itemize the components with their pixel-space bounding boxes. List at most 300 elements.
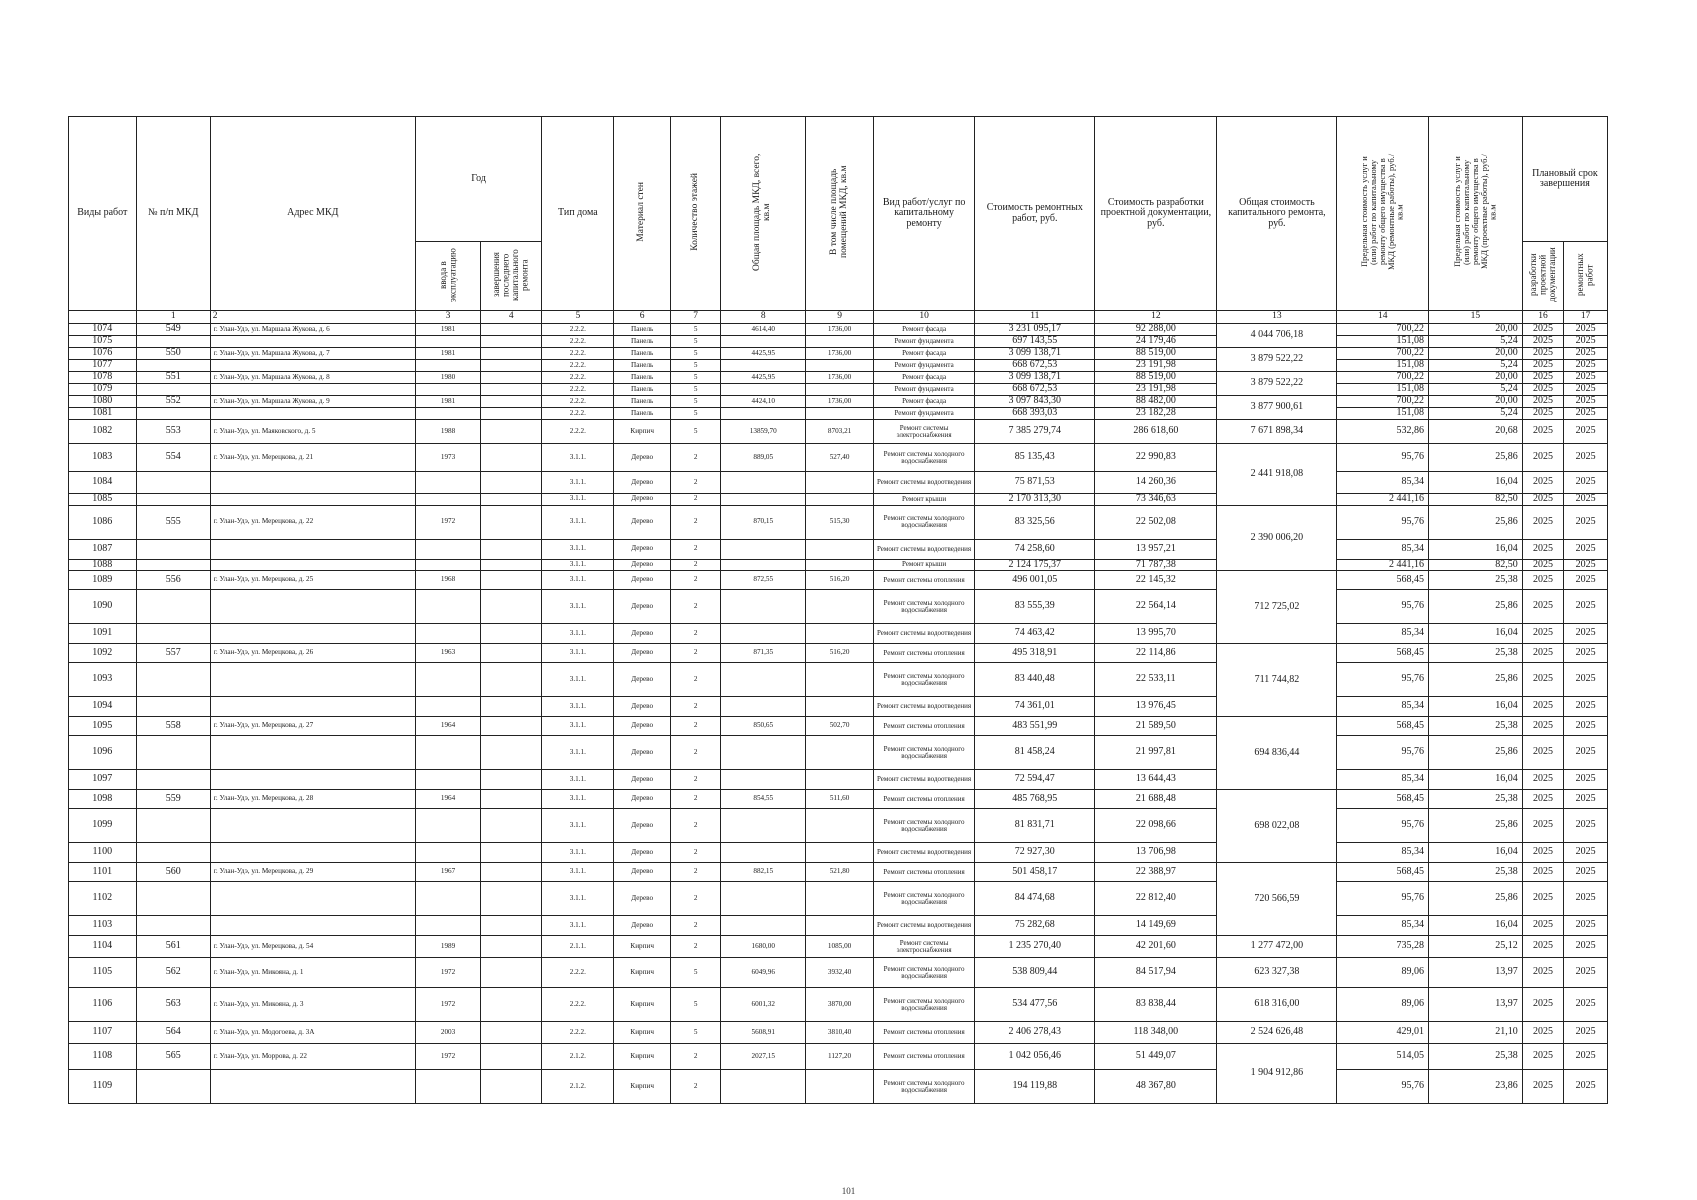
header-deadline-repair: ремонтных работ	[1575, 253, 1595, 297]
last-repair-year-cell	[481, 843, 542, 863]
header-year-last-repair: завершения последнего капитального ремонта	[491, 248, 530, 301]
repair-cost-cell: 75 282,68	[975, 916, 1095, 936]
limit-repair-cell: 95,76	[1337, 663, 1429, 697]
column-number: 2	[210, 311, 415, 324]
floors-cell: 2	[671, 936, 721, 958]
header-year: Год	[415, 117, 542, 242]
design-cost-cell: 22 533,11	[1095, 663, 1217, 697]
total-cost-cell: 1 277 472,00	[1217, 936, 1337, 958]
last-repair-year-cell	[481, 396, 542, 408]
last-repair-year-cell	[481, 559, 542, 571]
wall-material-cell: Дерево	[614, 663, 671, 697]
last-repair-year-cell	[481, 863, 542, 882]
house-type-cell: 2.2.2.	[542, 348, 614, 360]
commission-year-cell: 1972	[415, 988, 480, 1022]
limit-design-cell: 21,10	[1429, 1022, 1523, 1044]
limit-design-cell: 20,00	[1429, 372, 1523, 384]
total-area-cell	[721, 590, 806, 624]
wall-material-cell: Дерево	[614, 809, 671, 843]
repair-cost-cell: 83 440,48	[975, 663, 1095, 697]
repair-cost-cell: 84 474,68	[975, 882, 1095, 916]
service-type-cell: Ремонт системы холодного водоснабжения	[873, 505, 974, 539]
service-type-cell: Ремонт системы отопления	[873, 717, 974, 736]
service-type-cell: Ремонт фасада	[873, 372, 974, 384]
repair-cost-cell: 3 099 138,71	[975, 372, 1095, 384]
house-type-cell: 3.1.1.	[542, 790, 614, 809]
deadline-design-cell: 2025	[1522, 1022, 1563, 1044]
design-cost-cell: 13 706,98	[1095, 843, 1217, 863]
table-row	[69, 408, 1608, 420]
repair-cost-cell: 668 393,03	[975, 408, 1095, 420]
header-limit-repair: Предельная стоимость услуг и (или) работ по капитальному ремонту общего имущества в МКД (ремонтные работы), руб./кв.м	[1359, 153, 1406, 270]
service-type-cell: Ремонт крыши	[873, 559, 974, 571]
total-area-cell: 4614,40	[721, 324, 806, 336]
wall-material-cell: Дерево	[614, 736, 671, 770]
premises-area-cell	[806, 539, 874, 559]
design-cost-cell: 22 114,86	[1095, 644, 1217, 663]
design-cost-cell: 22 502,08	[1095, 505, 1217, 539]
deadline-design-cell: 2025	[1522, 790, 1563, 809]
service-type-cell: Ремонт системы холодного водоснабжения	[873, 663, 974, 697]
limit-design-cell: 13,97	[1429, 988, 1523, 1022]
design-cost-cell: 23 191,98	[1095, 360, 1217, 372]
address-cell: г. Улан-Удэ, ул. Маяковского, д. 5	[210, 420, 415, 444]
last-repair-year-cell	[481, 372, 542, 384]
address-cell	[210, 539, 415, 559]
address-cell: г. Улан-Удэ, ул. Маршала Жукова, д. 6	[210, 324, 415, 336]
total-area-cell: 850,65	[721, 717, 806, 736]
limit-design-cell: 25,38	[1429, 717, 1523, 736]
commission-year-cell: 1980	[415, 372, 480, 384]
row-number: 1088	[69, 559, 137, 571]
last-repair-year-cell	[481, 444, 542, 472]
table-row	[69, 1022, 1608, 1044]
premises-area-cell	[806, 663, 874, 697]
wall-material-cell: Дерево	[614, 717, 671, 736]
floors-cell: 2	[671, 444, 721, 472]
repair-cost-cell: 668 672,53	[975, 384, 1095, 396]
commission-year-cell: 1981	[415, 324, 480, 336]
deadline-design-cell: 2025	[1522, 988, 1563, 1022]
table-row	[69, 736, 1608, 770]
column-number: 6	[614, 311, 671, 324]
mkd-number	[136, 336, 210, 348]
commission-year-cell	[415, 736, 480, 770]
floors-cell: 2	[671, 663, 721, 697]
deadline-repair-cell: 2025	[1564, 936, 1608, 958]
last-repair-year-cell	[481, 916, 542, 936]
page-number: 101	[841, 1186, 856, 1196]
repair-cost-cell: 2 406 278,43	[975, 1022, 1095, 1044]
mkd-number	[136, 882, 210, 916]
total-area-cell: 870,15	[721, 505, 806, 539]
limit-repair-cell: 2 441,16	[1337, 494, 1429, 506]
house-type-cell: 2.2.2.	[542, 408, 614, 420]
column-number: 3	[415, 311, 480, 324]
wall-material-cell: Панель	[614, 384, 671, 396]
row-number: 1100	[69, 843, 137, 863]
last-repair-year-cell	[481, 324, 542, 336]
premises-area-cell	[806, 624, 874, 644]
total-area-cell	[721, 494, 806, 506]
floors-cell: 2	[671, 736, 721, 770]
header-floors: Количество этажей	[689, 172, 700, 251]
column-number: 15	[1429, 311, 1523, 324]
column-number: 4	[481, 311, 542, 324]
service-type-cell: Ремонт системы холодного водоснабжения	[873, 1070, 974, 1104]
commission-year-cell	[415, 624, 480, 644]
floors-cell: 5	[671, 396, 721, 408]
repair-cost-cell: 483 551,99	[975, 717, 1095, 736]
deadline-repair-cell: 2025	[1564, 1070, 1608, 1104]
total-cost-cell: 3 879 522,22	[1217, 348, 1337, 372]
service-type-cell: Ремонт системы водоотведения	[873, 843, 974, 863]
house-type-cell: 2.2.2.	[542, 372, 614, 384]
total-area-cell: 4424,10	[721, 396, 806, 408]
commission-year-cell: 1972	[415, 505, 480, 539]
house-type-cell: 2.1.2.	[542, 1044, 614, 1070]
row-number: 1105	[69, 958, 137, 988]
repair-cost-cell: 72 594,47	[975, 770, 1095, 790]
commission-year-cell: 1963	[415, 644, 480, 663]
wall-material-cell: Панель	[614, 396, 671, 408]
header-house-type: Тип дома	[542, 117, 614, 311]
deadline-design-cell: 2025	[1522, 559, 1563, 571]
house-type-cell: 3.1.1.	[542, 494, 614, 506]
limit-repair-cell: 85,34	[1337, 539, 1429, 559]
design-cost-cell: 88 482,00	[1095, 396, 1217, 408]
limit-design-cell: 20,00	[1429, 348, 1523, 360]
mkd-number	[136, 843, 210, 863]
row-number: 1101	[69, 863, 137, 882]
house-type-cell: 2.2.2.	[542, 384, 614, 396]
deadline-design-cell: 2025	[1522, 958, 1563, 988]
wall-material-cell: Панель	[614, 408, 671, 420]
address-cell	[210, 559, 415, 571]
floors-cell: 2	[671, 644, 721, 663]
commission-year-cell: 1972	[415, 1044, 480, 1070]
mkd-number: 553	[136, 420, 210, 444]
design-cost-cell: 13 644,43	[1095, 770, 1217, 790]
table-row	[69, 916, 1608, 936]
design-cost-cell: 24 179,46	[1095, 336, 1217, 348]
mkd-number	[136, 408, 210, 420]
row-number: 1093	[69, 663, 137, 697]
wall-material-cell: Дерево	[614, 790, 671, 809]
limit-repair-cell: 700,22	[1337, 396, 1429, 408]
header-premises-area: В том числе площадь помещений МКД, кв.м	[828, 165, 849, 259]
service-type-cell: Ремонт системы водоотведения	[873, 916, 974, 936]
deadline-design-cell: 2025	[1522, 408, 1563, 420]
row-number: 1080	[69, 396, 137, 408]
wall-material-cell: Дерево	[614, 571, 671, 590]
last-repair-year-cell	[481, 770, 542, 790]
table-row	[69, 372, 1608, 384]
deadline-repair-cell: 2025	[1564, 843, 1608, 863]
table-row	[69, 882, 1608, 916]
design-cost-cell: 286 618,60	[1095, 420, 1217, 444]
floors-cell: 5	[671, 420, 721, 444]
premises-area-cell	[806, 770, 874, 790]
limit-design-cell: 16,04	[1429, 916, 1523, 936]
repair-cost-cell: 668 672,53	[975, 360, 1095, 372]
limit-repair-cell: 151,08	[1337, 384, 1429, 396]
total-cost-cell: 698 022,08	[1217, 790, 1337, 863]
column-number: 13	[1217, 311, 1337, 324]
wall-material-cell: Дерево	[614, 863, 671, 882]
house-type-cell: 3.1.1.	[542, 663, 614, 697]
service-type-cell: Ремонт системы отопления	[873, 1022, 974, 1044]
commission-year-cell	[415, 472, 480, 494]
design-cost-cell: 51 449,07	[1095, 1044, 1217, 1070]
deadline-repair-cell: 2025	[1564, 408, 1608, 420]
floors-cell: 2	[671, 717, 721, 736]
deadline-design-cell: 2025	[1522, 472, 1563, 494]
table-row	[69, 494, 1608, 506]
commission-year-cell	[415, 770, 480, 790]
row-number: 1095	[69, 717, 137, 736]
deadline-repair-cell: 2025	[1564, 882, 1608, 916]
deadline-design-cell: 2025	[1522, 372, 1563, 384]
premises-area-cell: 515,30	[806, 505, 874, 539]
service-type-cell: Ремонт системы отопления	[873, 644, 974, 663]
limit-repair-cell: 568,45	[1337, 571, 1429, 590]
premises-area-cell	[806, 809, 874, 843]
wall-material-cell: Дерево	[614, 624, 671, 644]
column-number: 5	[542, 311, 614, 324]
last-repair-year-cell	[481, 360, 542, 372]
last-repair-year-cell	[481, 384, 542, 396]
header-design-cost: Стоимость разработки проектной документации, руб.	[1095, 117, 1217, 311]
row-number: 1098	[69, 790, 137, 809]
column-number: 1	[136, 311, 210, 324]
house-type-cell: 3.1.1.	[542, 736, 614, 770]
deadline-repair-cell: 2025	[1564, 624, 1608, 644]
table-row	[69, 505, 1608, 539]
total-area-cell: 889,05	[721, 444, 806, 472]
repair-cost-cell: 74 361,01	[975, 697, 1095, 717]
repair-cost-cell: 72 927,30	[975, 843, 1095, 863]
house-type-cell: 2.1.2.	[542, 1070, 614, 1104]
last-repair-year-cell	[481, 809, 542, 843]
wall-material-cell: Дерево	[614, 505, 671, 539]
repair-cost-cell: 496 001,05	[975, 571, 1095, 590]
deadline-design-cell: 2025	[1522, 384, 1563, 396]
deadline-repair-cell: 2025	[1564, 360, 1608, 372]
house-type-cell: 3.1.1.	[542, 444, 614, 472]
row-number: 1078	[69, 372, 137, 384]
row-number: 1109	[69, 1070, 137, 1104]
limit-repair-cell: 700,22	[1337, 324, 1429, 336]
floors-cell: 2	[671, 624, 721, 644]
service-type-cell: Ремонт системы отопления	[873, 790, 974, 809]
total-cost-cell: 1 904 912,86	[1217, 1044, 1337, 1104]
premises-area-cell	[806, 843, 874, 863]
last-repair-year-cell	[481, 571, 542, 590]
table-row	[69, 809, 1608, 843]
wall-material-cell: Дерево	[614, 590, 671, 624]
wall-material-cell: Кирпич	[614, 1044, 671, 1070]
table-row	[69, 697, 1608, 717]
premises-area-cell: 1736,00	[806, 324, 874, 336]
floors-cell: 2	[671, 697, 721, 717]
row-number: 1081	[69, 408, 137, 420]
deadline-repair-cell: 2025	[1564, 384, 1608, 396]
limit-repair-cell: 429,01	[1337, 1022, 1429, 1044]
design-cost-cell: 13 976,45	[1095, 697, 1217, 717]
header-year-commission: ввода в эксплуатацию	[437, 247, 458, 302]
column-number: 11	[975, 311, 1095, 324]
table-row	[69, 420, 1608, 444]
row-number: 1087	[69, 539, 137, 559]
deadline-design-cell: 2025	[1522, 736, 1563, 770]
table-row	[69, 324, 1608, 336]
address-cell: г. Улан-Удэ, ул. Моррова, д. 22	[210, 1044, 415, 1070]
repair-cost-cell: 194 119,88	[975, 1070, 1095, 1104]
address-cell	[210, 1070, 415, 1104]
floors-cell: 5	[671, 360, 721, 372]
premises-area-cell	[806, 916, 874, 936]
total-area-cell	[721, 916, 806, 936]
commission-year-cell	[415, 843, 480, 863]
wall-material-cell: Кирпич	[614, 1022, 671, 1044]
limit-repair-cell: 85,34	[1337, 624, 1429, 644]
design-cost-cell: 23 191,98	[1095, 384, 1217, 396]
column-number-row	[69, 311, 1608, 324]
table-row	[69, 590, 1608, 624]
last-repair-year-cell	[481, 539, 542, 559]
service-type-cell: Ремонт фундамента	[873, 384, 974, 396]
column-number: 9	[806, 311, 874, 324]
service-type-cell: Ремонт системы холодного водоснабжения	[873, 882, 974, 916]
row-number: 1094	[69, 697, 137, 717]
repair-cost-cell: 697 143,55	[975, 336, 1095, 348]
house-type-cell: 2.2.2.	[542, 988, 614, 1022]
repair-cost-cell: 7 385 279,74	[975, 420, 1095, 444]
total-area-cell	[721, 384, 806, 396]
address-cell	[210, 809, 415, 843]
mkd-number	[136, 770, 210, 790]
address-cell	[210, 697, 415, 717]
repair-cost-cell: 1 235 270,40	[975, 936, 1095, 958]
commission-year-cell	[415, 336, 480, 348]
premises-area-cell: 1736,00	[806, 396, 874, 408]
header-row	[69, 117, 1608, 242]
limit-repair-cell: 532,86	[1337, 420, 1429, 444]
house-type-cell: 2.2.2.	[542, 396, 614, 408]
table-row	[69, 384, 1608, 396]
service-type-cell: Ремонт системы холодного водоснабжения	[873, 988, 974, 1022]
deadline-repair-cell: 2025	[1564, 348, 1608, 360]
last-repair-year-cell	[481, 348, 542, 360]
service-type-cell: Ремонт системы водоотведения	[873, 624, 974, 644]
premises-area-cell	[806, 494, 874, 506]
premises-area-cell: 502,70	[806, 717, 874, 736]
deadline-repair-cell: 2025	[1564, 324, 1608, 336]
design-cost-cell: 21 997,81	[1095, 736, 1217, 770]
deadline-repair-cell: 2025	[1564, 790, 1608, 809]
repair-cost-cell: 3 099 138,71	[975, 348, 1095, 360]
limit-design-cell: 25,86	[1429, 882, 1523, 916]
repair-cost-cell: 2 170 313,30	[975, 494, 1095, 506]
limit-repair-cell: 568,45	[1337, 790, 1429, 809]
floors-cell: 2	[671, 539, 721, 559]
deadline-design-cell: 2025	[1522, 770, 1563, 790]
limit-repair-cell: 151,08	[1337, 360, 1429, 372]
total-cost-cell: 618 316,00	[1217, 988, 1337, 1022]
limit-repair-cell: 89,06	[1337, 988, 1429, 1022]
last-repair-year-cell	[481, 494, 542, 506]
table-row	[69, 360, 1608, 372]
repair-cost-cell: 485 768,95	[975, 790, 1095, 809]
house-type-cell: 2.1.1.	[542, 936, 614, 958]
repair-cost-cell: 538 809,44	[975, 958, 1095, 988]
last-repair-year-cell	[481, 1022, 542, 1044]
total-area-cell: 871,35	[721, 644, 806, 663]
repair-cost-cell: 75 871,53	[975, 472, 1095, 494]
service-type-cell: Ремонт крыши	[873, 494, 974, 506]
total-cost-cell: 711 744,82	[1217, 644, 1337, 717]
total-area-cell	[721, 736, 806, 770]
total-cost-cell: 2 390 006,20	[1217, 505, 1337, 571]
limit-design-cell: 20,00	[1429, 396, 1523, 408]
total-area-cell	[721, 360, 806, 372]
repair-cost-cell: 534 477,56	[975, 988, 1095, 1022]
address-cell: г. Улан-Удэ, ул. Мерецкова, д. 29	[210, 863, 415, 882]
deadline-design-cell: 2025	[1522, 539, 1563, 559]
repair-cost-cell: 74 258,60	[975, 539, 1095, 559]
house-type-cell: 3.1.1.	[542, 770, 614, 790]
limit-design-cell: 20,00	[1429, 324, 1523, 336]
house-type-cell: 2.2.2.	[542, 1022, 614, 1044]
last-repair-year-cell	[481, 336, 542, 348]
commission-year-cell	[415, 916, 480, 936]
design-cost-cell: 84 517,94	[1095, 958, 1217, 988]
premises-area-cell: 1127,20	[806, 1044, 874, 1070]
house-type-cell: 2.2.2.	[542, 324, 614, 336]
mkd-number: 550	[136, 348, 210, 360]
total-area-cell	[721, 770, 806, 790]
floors-cell: 5	[671, 1022, 721, 1044]
house-type-cell: 3.1.1.	[542, 472, 614, 494]
deadline-repair-cell: 2025	[1564, 396, 1608, 408]
total-cost-cell: 4 044 706,18	[1217, 324, 1337, 348]
address-cell: г. Улан-Удэ, ул. Мерецкова, д. 54	[210, 936, 415, 958]
commission-year-cell	[415, 360, 480, 372]
total-area-cell: 872,55	[721, 571, 806, 590]
limit-design-cell: 25,86	[1429, 590, 1523, 624]
row-number: 1084	[69, 472, 137, 494]
column-number: 12	[1095, 311, 1217, 324]
mkd-number: 559	[136, 790, 210, 809]
mkd-number: 561	[136, 936, 210, 958]
repair-cost-cell: 74 463,42	[975, 624, 1095, 644]
deadline-design-cell: 2025	[1522, 863, 1563, 882]
service-type-cell: Ремонт фасада	[873, 348, 974, 360]
total-area-cell	[721, 559, 806, 571]
limit-design-cell: 25,38	[1429, 863, 1523, 882]
wall-material-cell: Дерево	[614, 843, 671, 863]
table-row	[69, 717, 1608, 736]
total-cost-cell: 2 441 918,08	[1217, 444, 1337, 506]
column-number: 17	[1564, 311, 1608, 324]
mkd-number	[136, 472, 210, 494]
commission-year-cell: 2003	[415, 1022, 480, 1044]
header-deadline: Плановый срок завершения	[1522, 117, 1607, 242]
repair-cost-cell: 1 042 056,46	[975, 1044, 1095, 1070]
house-type-cell: 3.1.1.	[542, 624, 614, 644]
service-type-cell: Ремонт системы холодного водоснабжения	[873, 590, 974, 624]
